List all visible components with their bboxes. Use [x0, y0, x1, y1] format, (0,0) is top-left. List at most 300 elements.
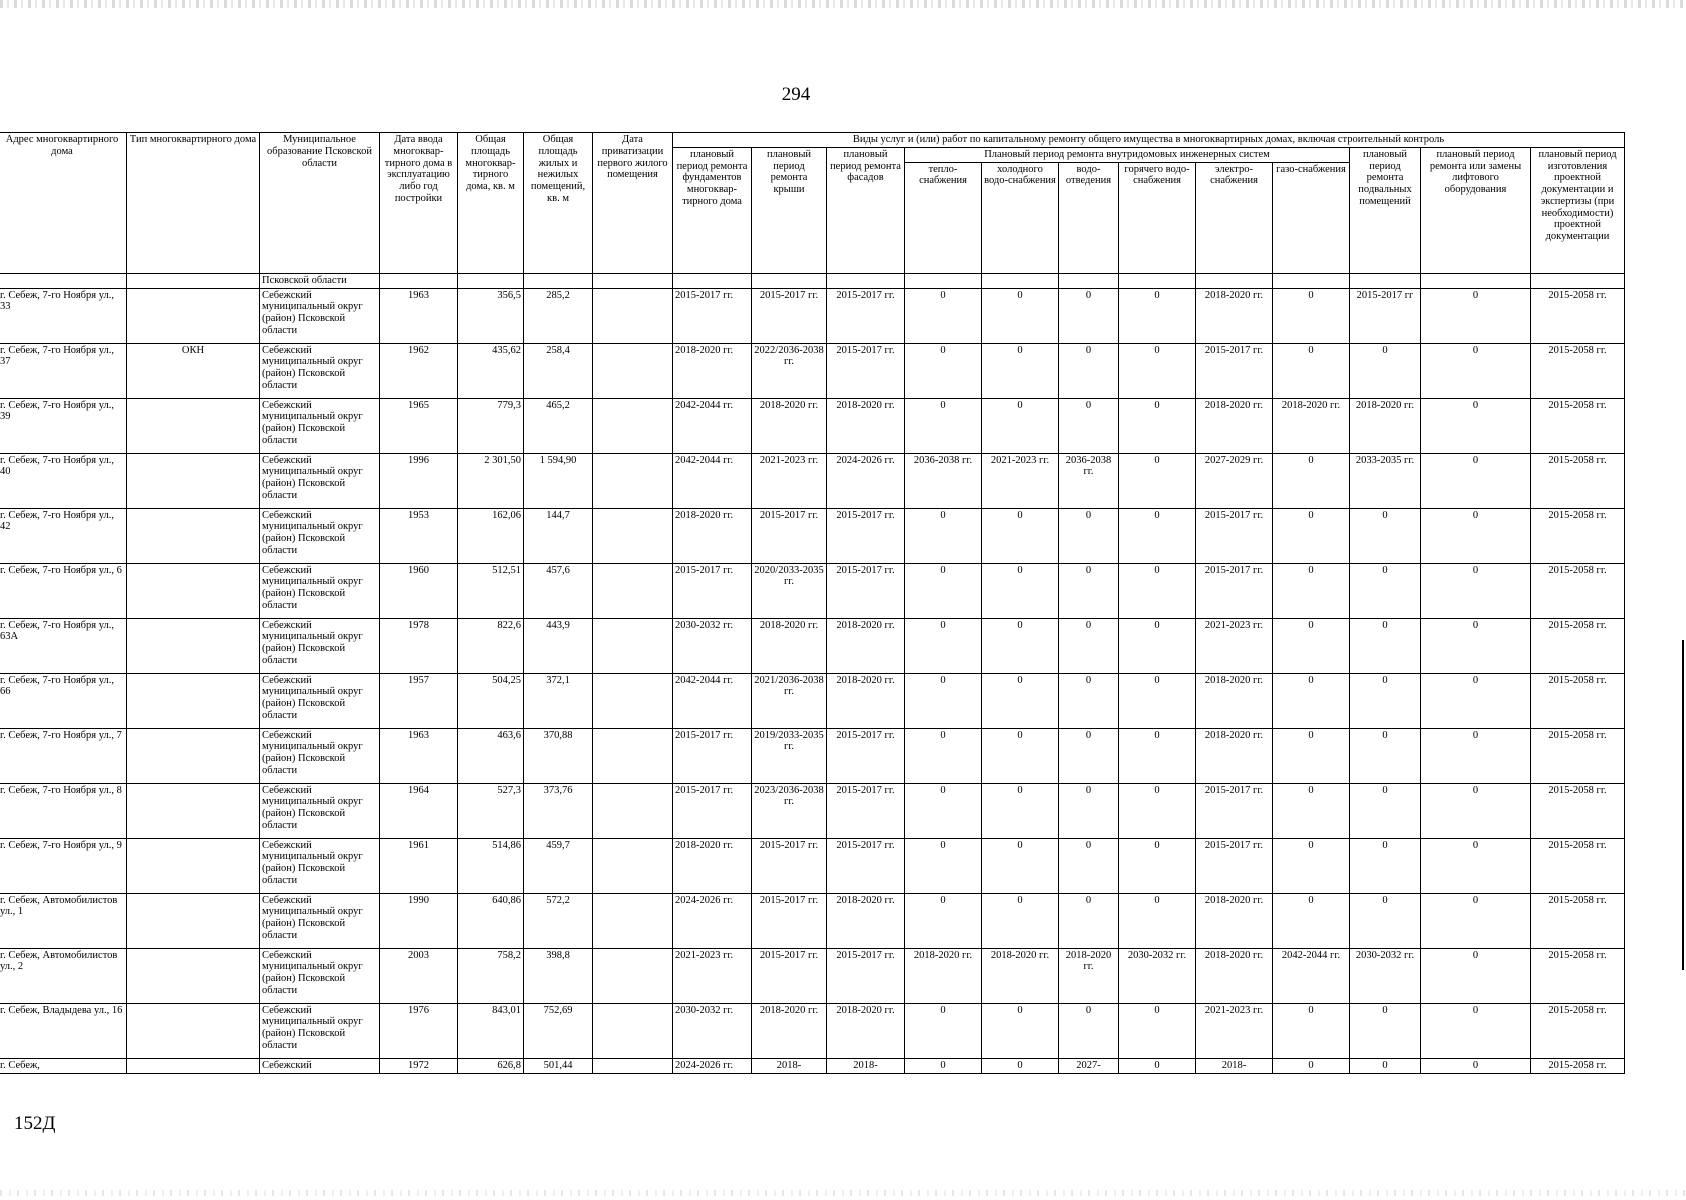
header-facade: плановый период ремонта фасадов: [827, 147, 905, 273]
heat-supply-cell: 2036-2038 гг.: [905, 453, 982, 508]
electricity-cell: 2021-2023 гг.: [1196, 1003, 1273, 1058]
table-row: [0, 618, 1625, 673]
living-area-cell: 752,69: [524, 1003, 593, 1058]
table-row: [0, 783, 1625, 838]
hot-water-cell: 0: [1119, 838, 1196, 893]
roof-period-cell: 2015-2017 гг.: [752, 948, 827, 1003]
gas-supply-cell: 0: [1273, 453, 1350, 508]
elevator-period-cell: 0: [1421, 838, 1531, 893]
address-cell: г. Себеж, 7-го Ноября ул., 66: [0, 673, 127, 728]
address-cell: г. Себеж, 7-го Ноября ул., 7: [0, 728, 127, 783]
roof-period-cell: 2018-2020 гг.: [752, 618, 827, 673]
total-area-cell: 356,5: [458, 288, 524, 343]
elevator-period-cell: 0: [1421, 508, 1531, 563]
table-row: [0, 563, 1625, 618]
elevator-period-cell: 0: [1421, 728, 1531, 783]
hot-water-cell: 0: [1119, 893, 1196, 948]
total-area-cell: 463,6: [458, 728, 524, 783]
heat-supply-cell: 0: [905, 893, 982, 948]
cold-water-cell: 0: [982, 563, 1059, 618]
facade-period-cell: 2015-2017 гг.: [827, 783, 905, 838]
sewerage-cell: 0: [1059, 673, 1119, 728]
house-type-cell: [127, 563, 260, 618]
foundation-period-cell: 2015-2017 гг.: [673, 783, 752, 838]
facade-period-cell: 2018-: [827, 1058, 905, 1073]
roof-period-cell: 2021/2036-2038 гг.: [752, 673, 827, 728]
roof-period-cell: 2015-2017 гг.: [752, 288, 827, 343]
hot-water-cell: 0: [1119, 728, 1196, 783]
foundation-period-cell: 2018-2020 гг.: [673, 838, 752, 893]
living-area-cell: 373,76: [524, 783, 593, 838]
heat-supply-cell: 0: [905, 1003, 982, 1058]
gas-supply-cell: 0: [1273, 508, 1350, 563]
total-area-cell: 843,01: [458, 1003, 524, 1058]
elevator-period-cell: 0: [1421, 343, 1531, 398]
privatization-cell: [593, 1058, 673, 1073]
design-docs-cell: 2015-2058 гг.: [1531, 343, 1625, 398]
commissioning-cell: 1953: [380, 508, 458, 563]
heat-supply-cell: 0: [905, 1058, 982, 1073]
total-area-cell: 527,3: [458, 783, 524, 838]
header-cold-water: холодного водо-снабжения: [982, 162, 1059, 273]
elevator-period-cell: 0: [1421, 673, 1531, 728]
privatization-cell: [593, 343, 673, 398]
commissioning-cell: 1965: [380, 398, 458, 453]
address-cell: г. Себеж, 7-го Ноября ул., 63А: [0, 618, 127, 673]
electricity-cell: 2021-2023 гг.: [1196, 618, 1273, 673]
elevator-period-cell: 0: [1421, 618, 1531, 673]
cold-water-cell: 0: [982, 838, 1059, 893]
facade-period-cell: 2024-2026 гг.: [827, 453, 905, 508]
address-cell: г. Себеж, 7-го Ноября ул., 42: [0, 508, 127, 563]
address-cell: г. Себеж,: [0, 1058, 127, 1073]
total-area-cell: 2 301,50: [458, 453, 524, 508]
facade-period-cell: 2015-2017 гг.: [827, 728, 905, 783]
facade-period-cell: 2015-2017 гг.: [827, 508, 905, 563]
table-row: [0, 343, 1625, 398]
address-cell: г. Себеж, Автомобилистов ул., 1: [0, 893, 127, 948]
header-privatization-date: Дата приватизации первого жилого помещения: [593, 133, 673, 274]
total-area-cell: 626,8: [458, 1058, 524, 1073]
commissioning-cell: 1962: [380, 343, 458, 398]
privatization-cell: [593, 783, 673, 838]
heat-supply-cell: 0: [905, 563, 982, 618]
total-area-cell: 504,25: [458, 673, 524, 728]
municipality-cell: Себежский муниципальный округ (район) Псковской области: [260, 673, 380, 728]
roof-period-cell: 2018-2020 гг.: [752, 398, 827, 453]
design-docs-cell: 2015-2058 гг.: [1531, 563, 1625, 618]
design-docs-cell: 2015-2058 гг.: [1531, 508, 1625, 563]
gas-supply-cell: 0: [1273, 893, 1350, 948]
hot-water-cell: 0: [1119, 618, 1196, 673]
design-docs-cell: 2015-2058 гг.: [1531, 673, 1625, 728]
basement-period-cell: 0: [1350, 728, 1421, 783]
roof-period-cell: 2018-2020 гг.: [752, 1003, 827, 1058]
foundation-period-cell: 2015-2017 гг.: [673, 288, 752, 343]
design-docs-cell: 2015-2058 гг.: [1531, 893, 1625, 948]
living-area-cell: 258,4: [524, 343, 593, 398]
facade-period-cell: 2018-2020 гг.: [827, 618, 905, 673]
sewerage-cell: 0: [1059, 398, 1119, 453]
municipality-cell: Себежский муниципальный округ (район) Псковской области: [260, 618, 380, 673]
total-area-cell: 640,86: [458, 893, 524, 948]
gas-supply-cell: 2018-2020 гг.: [1273, 398, 1350, 453]
cold-water-cell: 0: [982, 728, 1059, 783]
foundation-period-cell: 2030-2032 гг.: [673, 1003, 752, 1058]
electricity-cell: 2018-2020 гг.: [1196, 728, 1273, 783]
municipality-cell: Себежский муниципальный округ (район) Псковской области: [260, 1003, 380, 1058]
living-area-cell: 372,1: [524, 673, 593, 728]
privatization-cell: [593, 453, 673, 508]
foundation-period-cell: 2018-2020 гг.: [673, 508, 752, 563]
address-cell: г. Себеж, 7-го Ноября ул., 6: [0, 563, 127, 618]
hot-water-cell: 0: [1119, 288, 1196, 343]
foundation-period-cell: 2042-2044 гг.: [673, 398, 752, 453]
right-margin-line: [1682, 640, 1684, 970]
basement-period-cell: 0: [1350, 673, 1421, 728]
living-area-cell: 572,2: [524, 893, 593, 948]
roof-period-cell: 2015-2017 гг.: [752, 838, 827, 893]
table-row-partial: [0, 1058, 1625, 1073]
electricity-cell: 2027-2029 гг.: [1196, 453, 1273, 508]
commissioning-cell: 1972: [380, 1058, 458, 1073]
commissioning-cell: 1957: [380, 673, 458, 728]
elevator-period-cell: 0: [1421, 1058, 1531, 1073]
header-gas-supply: газо-снабжения: [1273, 162, 1350, 273]
roof-period-cell: 2018-: [752, 1058, 827, 1073]
header-engineering-group: Плановый период ремонта внутридомовых инженерных систем: [905, 147, 1350, 162]
address-cell: г. Себеж, 7-го Ноября ул., 39: [0, 398, 127, 453]
living-area-cell: 501,44: [524, 1058, 593, 1073]
house-type-cell: [127, 288, 260, 343]
sewerage-cell: 0: [1059, 343, 1119, 398]
design-docs-cell: 2015-2058 гг.: [1531, 1003, 1625, 1058]
facade-period-cell: 2015-2017 гг.: [827, 838, 905, 893]
header-sewerage: водо-отведения: [1059, 162, 1119, 273]
privatization-cell: [593, 508, 673, 563]
elevator-period-cell: 0: [1421, 288, 1531, 343]
facade-period-cell: 2018-2020 гг.: [827, 1003, 905, 1058]
municipality-cell: Себежский муниципальный округ (район) Псковской области: [260, 453, 380, 508]
gas-supply-cell: 0: [1273, 1058, 1350, 1073]
elevator-period-cell: 0: [1421, 1003, 1531, 1058]
hot-water-cell: 0: [1119, 783, 1196, 838]
header-house-type: Тип многоквартирного дома: [127, 133, 260, 274]
facade-period-cell: 2018-2020 гг.: [827, 673, 905, 728]
facade-period-cell: 2018-2020 гг.: [827, 893, 905, 948]
municipality-cell: Себежский муниципальный округ (район) Псковской области: [260, 288, 380, 343]
header-total-area: Общая площадь многоквар-тирного дома, кв. м: [458, 133, 524, 274]
house-type-cell: [127, 508, 260, 563]
table-row: [0, 453, 1625, 508]
roof-period-cell: 2022/2036-2038 гг.: [752, 343, 827, 398]
gas-supply-cell: 0: [1273, 673, 1350, 728]
cold-water-cell: 0: [982, 673, 1059, 728]
living-area-cell: 443,9: [524, 618, 593, 673]
design-docs-cell: 2015-2058 гг.: [1531, 1058, 1625, 1073]
basement-period-cell: 0: [1350, 783, 1421, 838]
municipality-cell: Себежский муниципальный округ (район) Псковской области: [260, 893, 380, 948]
electricity-cell: 2018-2020 гг.: [1196, 398, 1273, 453]
design-docs-cell: 2015-2058 гг.: [1531, 783, 1625, 838]
gas-supply-cell: 0: [1273, 563, 1350, 618]
header-municipality: Муниципальное образование Псковской области: [260, 133, 380, 274]
header-living-area: Общая площадь жилых и нежилых помещений, кв. м: [524, 133, 593, 274]
municipality-cell: Себежский: [260, 1058, 380, 1073]
header-foundation: плановый период ремонта фундаментов многоквар-тирного дома: [673, 147, 752, 273]
heat-supply-cell: 2018-2020 гг.: [905, 948, 982, 1003]
commissioning-cell: 1963: [380, 728, 458, 783]
address-cell: г. Себеж, 7-го Ноября ул., 40: [0, 453, 127, 508]
total-area-cell: 758,2: [458, 948, 524, 1003]
design-docs-cell: 2015-2058 гг.: [1531, 948, 1625, 1003]
basement-period-cell: 0: [1350, 893, 1421, 948]
living-area-cell: 459,7: [524, 838, 593, 893]
municipality-cell: Себежский муниципальный округ (район) Псковской области: [260, 728, 380, 783]
electricity-cell: 2018-2020 гг.: [1196, 948, 1273, 1003]
header-works-group: Виды услуг и (или) работ по капитальному ремонту общего имущества в многоквартирных домах, включая строительный контроль: [673, 133, 1625, 148]
municipality-cell: Себежский муниципальный округ (район) Псковской области: [260, 838, 380, 893]
table-row: [0, 838, 1625, 893]
facade-period-cell: 2015-2017 гг.: [827, 948, 905, 1003]
privatization-cell: [593, 728, 673, 783]
gas-supply-cell: 0: [1273, 783, 1350, 838]
privatization-cell: [593, 288, 673, 343]
foundation-period-cell: 2021-2023 гг.: [673, 948, 752, 1003]
roof-period-cell: 2020/2033-2035 гг.: [752, 563, 827, 618]
cold-water-cell: 0: [982, 508, 1059, 563]
capital-repair-table: [0, 132, 1625, 1074]
foundation-period-cell: 2018-2020 гг.: [673, 343, 752, 398]
commissioning-cell: 1963: [380, 288, 458, 343]
hot-water-cell: 0: [1119, 453, 1196, 508]
table-row: [0, 893, 1625, 948]
cold-water-cell: 2021-2023 гг.: [982, 453, 1059, 508]
sewerage-cell: 0: [1059, 288, 1119, 343]
electricity-cell: 2015-2017 гг.: [1196, 783, 1273, 838]
design-docs-cell: 2015-2058 гг.: [1531, 288, 1625, 343]
house-type-cell: [127, 673, 260, 728]
privatization-cell: [593, 398, 673, 453]
house-type-cell: [127, 1058, 260, 1073]
privatization-cell: [593, 618, 673, 673]
gas-supply-cell: 0: [1273, 728, 1350, 783]
design-docs-cell: 2015-2058 гг.: [1531, 838, 1625, 893]
sewerage-cell: 0: [1059, 563, 1119, 618]
commissioning-cell: 1996: [380, 453, 458, 508]
living-area-cell: 457,6: [524, 563, 593, 618]
commissioning-cell: 1990: [380, 893, 458, 948]
municipality-cell: Себежский муниципальный округ (район) Псковской области: [260, 343, 380, 398]
electricity-cell: 2018-2020 гг.: [1196, 673, 1273, 728]
basement-period-cell: 2030-2032 гг.: [1350, 948, 1421, 1003]
sewerage-cell: 2018-2020 гг.: [1059, 948, 1119, 1003]
municipality-cell: Себежский муниципальный округ (район) Псковской области: [260, 508, 380, 563]
header-roof: плановый период ремонта крыши: [752, 147, 827, 273]
sewerage-cell: 0: [1059, 728, 1119, 783]
commissioning-cell: 1978: [380, 618, 458, 673]
privatization-cell: [593, 893, 673, 948]
house-type-cell: ОКН: [127, 343, 260, 398]
heat-supply-cell: 0: [905, 343, 982, 398]
hot-water-cell: 2030-2032 гг.: [1119, 948, 1196, 1003]
house-type-cell: [127, 783, 260, 838]
house-type-cell: [127, 948, 260, 1003]
elevator-period-cell: 0: [1421, 563, 1531, 618]
address-cell: г. Себеж, 7-го Ноября ул., 9: [0, 838, 127, 893]
living-area-cell: 398,8: [524, 948, 593, 1003]
total-area-cell: 779,3: [458, 398, 524, 453]
house-type-cell: [127, 893, 260, 948]
basement-period-cell: 0: [1350, 563, 1421, 618]
foundation-period-cell: 2015-2017 гг.: [673, 563, 752, 618]
electricity-cell: 2018-2020 гг.: [1196, 893, 1273, 948]
total-area-cell: 514,86: [458, 838, 524, 893]
sewerage-cell: 2027-: [1059, 1058, 1119, 1073]
heat-supply-cell: 0: [905, 783, 982, 838]
elevator-period-cell: 0: [1421, 948, 1531, 1003]
roof-period-cell: 2015-2017 гг.: [752, 508, 827, 563]
electricity-cell: 2018-2020 гг.: [1196, 288, 1273, 343]
electricity-cell: 2015-2017 гг.: [1196, 838, 1273, 893]
heat-supply-cell: 0: [905, 618, 982, 673]
cold-water-cell: 0: [982, 1058, 1059, 1073]
roof-period-cell: 2015-2017 гг.: [752, 893, 827, 948]
header-commissioning-date: Дата ввода многоквар-тирного дома в эксплуатацию либо год постройки: [380, 133, 458, 274]
design-docs-cell: 2015-2058 гг.: [1531, 398, 1625, 453]
cold-water-cell: 0: [982, 398, 1059, 453]
header-basement: плановый период ремонта подвальных помещений: [1350, 147, 1421, 273]
foundation-period-cell: 2042-2044 гг.: [673, 673, 752, 728]
foundation-period-cell: 2015-2017 гг.: [673, 728, 752, 783]
roof-period-cell: 2023/2036-2038 гг.: [752, 783, 827, 838]
foundation-period-cell: 2030-2032 гг.: [673, 618, 752, 673]
total-area-cell: 435,62: [458, 343, 524, 398]
design-docs-cell: 2015-2058 гг.: [1531, 728, 1625, 783]
municipality-cell: Себежский муниципальный округ (район) Псковской области: [260, 783, 380, 838]
commissioning-cell: 1964: [380, 783, 458, 838]
commissioning-cell: 1960: [380, 563, 458, 618]
privatization-cell: [593, 1003, 673, 1058]
header-design-docs: плановый период изготовления проектной документации и экспертизы (при необходимости) проектной документации: [1531, 147, 1625, 273]
heat-supply-cell: 0: [905, 838, 982, 893]
basement-period-cell: 2015-2017 гг: [1350, 288, 1421, 343]
electricity-cell: 2015-2017 гг.: [1196, 508, 1273, 563]
sewerage-cell: 0: [1059, 783, 1119, 838]
electricity-cell: 2015-2017 гг.: [1196, 343, 1273, 398]
address-cell: г. Себеж, 7-го Ноября ул., 8: [0, 783, 127, 838]
privatization-cell: [593, 948, 673, 1003]
house-type-cell: [127, 453, 260, 508]
continuation-municipality: Псковской области: [260, 273, 380, 288]
address-cell: г. Себеж, 7-го Ноября ул., 37: [0, 343, 127, 398]
hot-water-cell: 0: [1119, 398, 1196, 453]
table-row: [0, 288, 1625, 343]
hot-water-cell: 0: [1119, 673, 1196, 728]
living-area-cell: 144,7: [524, 508, 593, 563]
facade-period-cell: 2018-2020 гг.: [827, 398, 905, 453]
design-docs-cell: 2015-2058 гг.: [1531, 453, 1625, 508]
header-hot-water: горячего водо-снабжения: [1119, 162, 1196, 273]
living-area-cell: 465,2: [524, 398, 593, 453]
facade-period-cell: 2015-2017 гг.: [827, 343, 905, 398]
elevator-period-cell: 0: [1421, 398, 1531, 453]
municipality-cell: Себежский муниципальный округ (район) Псковской области: [260, 948, 380, 1003]
house-type-cell: [127, 398, 260, 453]
page-number: 294: [781, 84, 811, 105]
address-cell: г. Себеж, 7-го Ноября ул., 33: [0, 288, 127, 343]
table-row: [0, 1003, 1625, 1058]
basement-period-cell: 0: [1350, 618, 1421, 673]
cold-water-cell: 0: [982, 288, 1059, 343]
privatization-cell: [593, 563, 673, 618]
design-docs-cell: 2015-2058 гг.: [1531, 618, 1625, 673]
table-row: [0, 398, 1625, 453]
header-electricity: электро-снабжения: [1196, 162, 1273, 273]
cold-water-cell: 0: [982, 343, 1059, 398]
scan-edge-bottom: [0, 1190, 1686, 1196]
heat-supply-cell: 0: [905, 398, 982, 453]
total-area-cell: 512,51: [458, 563, 524, 618]
basement-period-cell: 0: [1350, 343, 1421, 398]
cold-water-cell: 0: [982, 893, 1059, 948]
electricity-cell: 2015-2017 гг.: [1196, 563, 1273, 618]
roof-period-cell: 2021-2023 гг.: [752, 453, 827, 508]
facade-period-cell: 2015-2017 гг.: [827, 563, 905, 618]
total-area-cell: 822,6: [458, 618, 524, 673]
address-cell: г. Себеж, Владыдева ул., 16: [0, 1003, 127, 1058]
commissioning-cell: 1976: [380, 1003, 458, 1058]
total-area-cell: 162,06: [458, 508, 524, 563]
privatization-cell: [593, 673, 673, 728]
hot-water-cell: 0: [1119, 508, 1196, 563]
municipality-cell: Себежский муниципальный округ (район) Псковской области: [260, 563, 380, 618]
basement-period-cell: 0: [1350, 1058, 1421, 1073]
sewerage-cell: 0: [1059, 618, 1119, 673]
living-area-cell: 1 594,90: [524, 453, 593, 508]
gas-supply-cell: 2042-2044 гг.: [1273, 948, 1350, 1003]
header-elevator: плановый период ремонта или замены лифтового оборудования: [1421, 147, 1531, 273]
cold-water-cell: 0: [982, 618, 1059, 673]
electricity-cell: 2018-: [1196, 1058, 1273, 1073]
foundation-period-cell: 2024-2026 гг.: [673, 893, 752, 948]
heat-supply-cell: 0: [905, 728, 982, 783]
gas-supply-cell: 0: [1273, 618, 1350, 673]
basement-period-cell: 2033-2035 гг.: [1350, 453, 1421, 508]
sheet-code: 152Д: [14, 1113, 56, 1134]
elevator-period-cell: 0: [1421, 893, 1531, 948]
address-cell: г. Себеж, Автомобилистов ул., 2: [0, 948, 127, 1003]
gas-supply-cell: 0: [1273, 343, 1350, 398]
scan-edge-top: [0, 0, 1686, 8]
gas-supply-cell: 0: [1273, 288, 1350, 343]
heat-supply-cell: 0: [905, 508, 982, 563]
commissioning-cell: 1961: [380, 838, 458, 893]
foundation-period-cell: 2042-2044 гг.: [673, 453, 752, 508]
basement-period-cell: 0: [1350, 838, 1421, 893]
hot-water-cell: 0: [1119, 343, 1196, 398]
basement-period-cell: 0: [1350, 508, 1421, 563]
hot-water-cell: 0: [1119, 563, 1196, 618]
sewerage-cell: 0: [1059, 838, 1119, 893]
heat-supply-cell: 0: [905, 288, 982, 343]
table-row: [0, 728, 1625, 783]
hot-water-cell: 0: [1119, 1058, 1196, 1073]
sewerage-cell: 2036-2038 гг.: [1059, 453, 1119, 508]
basement-period-cell: 0: [1350, 1003, 1421, 1058]
municipality-cell: Себежский муниципальный округ (район) Псковской области: [260, 398, 380, 453]
commissioning-cell: 2003: [380, 948, 458, 1003]
